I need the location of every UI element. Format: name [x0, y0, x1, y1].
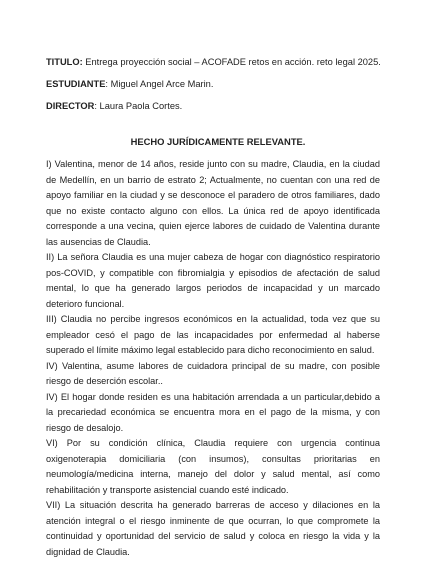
title-label: TITULO: [46, 57, 83, 67]
fact-paragraph-5: IV) El hogar donde residen es una habitación arrendada a un particular,debido a la precariedad económica se encuentra mora en el pago de la misma, y con riesgo de desalojo. [46, 391, 380, 433]
title-value: Entrega proyección social – ACOFADE retos en acción. reto legal 2025. [82, 57, 381, 67]
fact-paragraph-2: II) La señora Claudia es una mujer cabeza de hogar con diagnóstico respiratorio pos-COVID, y compatible con fibromialgia y episodios de afectación de salud mental, lo que ha generado largos periodos de incapacidad y un marcado deterioro funcional. [46, 252, 380, 309]
title-line [46, 56, 380, 68]
director-line [46, 100, 380, 112]
student-value: : Miguel Angel Arce Marin. [105, 79, 214, 89]
fact-paragraph-6: VI) Por su condición clínica, Claudia requiere con urgencia continua oxigenoterapia domiciliaria (con insumos), consultas prioritarias en neumología/medicina interna, manejo del dolor y salud mental, así como rehabilitación y transporte asistencial cuando esté indicado. [46, 438, 380, 495]
student-label: ESTUDIANTE [46, 79, 106, 89]
fact-paragraph-1: I) Valentina, menor de 14 años, reside junto con su madre, Claudia, en la ciudad de Medellín, en un barrio de estrato 2; Actualmente, no cuentan con una red de apoyo familiar en la ciudad y se desconoce el paradero de otros familiares, dado que no existe contacto alguno con ellos. La única red de apoyo identificada corresponde a una vecina, quien ejerce labores de cuidado de Valentina durante las ausencias de Claudia. [46, 159, 380, 247]
director-label: DIRECTOR [46, 101, 95, 111]
fact-paragraph-7: VII) La situación descrita ha generado barreras de acceso y dilaciones en la atención integral o el riesgo inminente de que ocurran, lo que compromete la continuidad y oportunidad del servicio de salud y coloca en riesgo la vida y la dignidad de Claudia. [46, 500, 380, 557]
section-heading: HECHO JURÍDICAMENTE RELEVANTE. [130, 136, 306, 147]
director-value: : Laura Paola Cortes. [94, 101, 183, 111]
fact-paragraph-3: III) Claudia no percibe ingresos económicos en la actualidad, toda vez que su empleador cesó el pago de las incapacidades por enfermedad al haberse superado el límite máximo legal establecido para dicho reconocimiento en salud. [46, 314, 380, 355]
fact-paragraph-4: IV) Valentina, asume labores de cuidadora principal de su madre, con posible riesgo de deserción escolar.. [46, 360, 380, 386]
student-line [46, 78, 380, 90]
